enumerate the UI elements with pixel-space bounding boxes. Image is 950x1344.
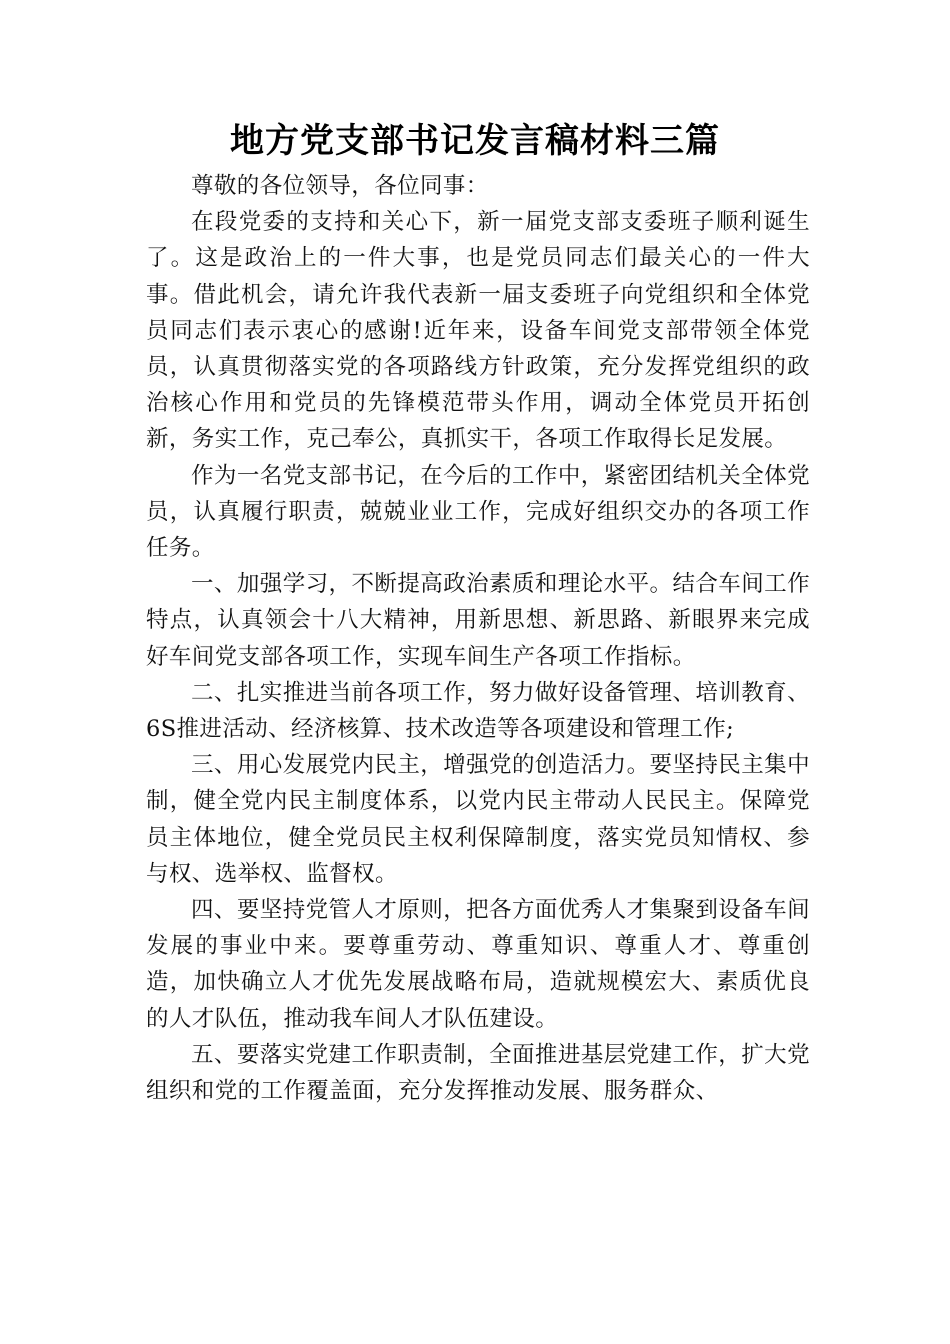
point-four-paragraph: 四、要坚持党管人才原则，把各方面优秀人才集聚到设备车间发展的事业中来。要尊重劳动、尊重知识、尊重人才、尊重创造，加快确立人才优先发展战略布局，造就规模宏大、素质优良的人才队伍，推动我车间人才队伍建设。 [146,897,810,1032]
document-title: 地方党支部书记发言稿材料三篇 [230,121,720,161]
point-one-paragraph: 一、加强学习，不断提高政治素质和理论水平。结合车间工作特点，认真领会十八大精神，用新思想、新思路、新眼界来完成好车间党支部各项工作，实现车间生产各项工作指标。 [146,571,810,670]
role-paragraph: 作为一名党支部书记，在今后的工作中，紧密团结机关全体党员，认真履行职责，兢兢业业工作，完成好组织交办的各项工作任务。 [146,462,810,562]
point-three-paragraph: 三、用心发展党内民主，增强党的创造活力。要坚持民主集中制，健全党内民主制度体系，以党内民主带动人民民主。保障党员主体地位，健全党员民主权利保障制度，落实党员知情权、参与权、选举权、监督权。 [146,752,810,887]
point-five-paragraph: 五、要落实党建工作职责制，全面推进基层党建工作，扩大党组织和党的工作覆盖面，充分发挥推动发展、服务群众、 [146,1041,810,1105]
document-body [146,168,810,1109]
intro-paragraph: 在段党委的支持和关心下，新一届党支部支委班子顺利诞生了。这是政治上的一件大事，也是党员同志们最关心的一件大事。借此机会，请允许我代表新一届支委班子向党组织和全体党员同志们表示衷心的感谢!近年来，设备车间党支部带领全体党员，认真贯彻落实党的各项路线方针政策，充分发挥党组织的政治核心作用和党员的先锋模范带头作用，调动全体党员开拓创新，务实工作，克己奉公，真抓实干，各项工作取得长足发展。 [146,209,810,453]
point-two-paragraph: 二、扎实推进当前各项工作，努力做好设备管理、培训教育、6S推进活动、经济核算、技术改造等各项建设和管理工作; [146,679,810,743]
salutation-paragraph: 尊敬的各位领导，各位同事： [191,173,489,199]
